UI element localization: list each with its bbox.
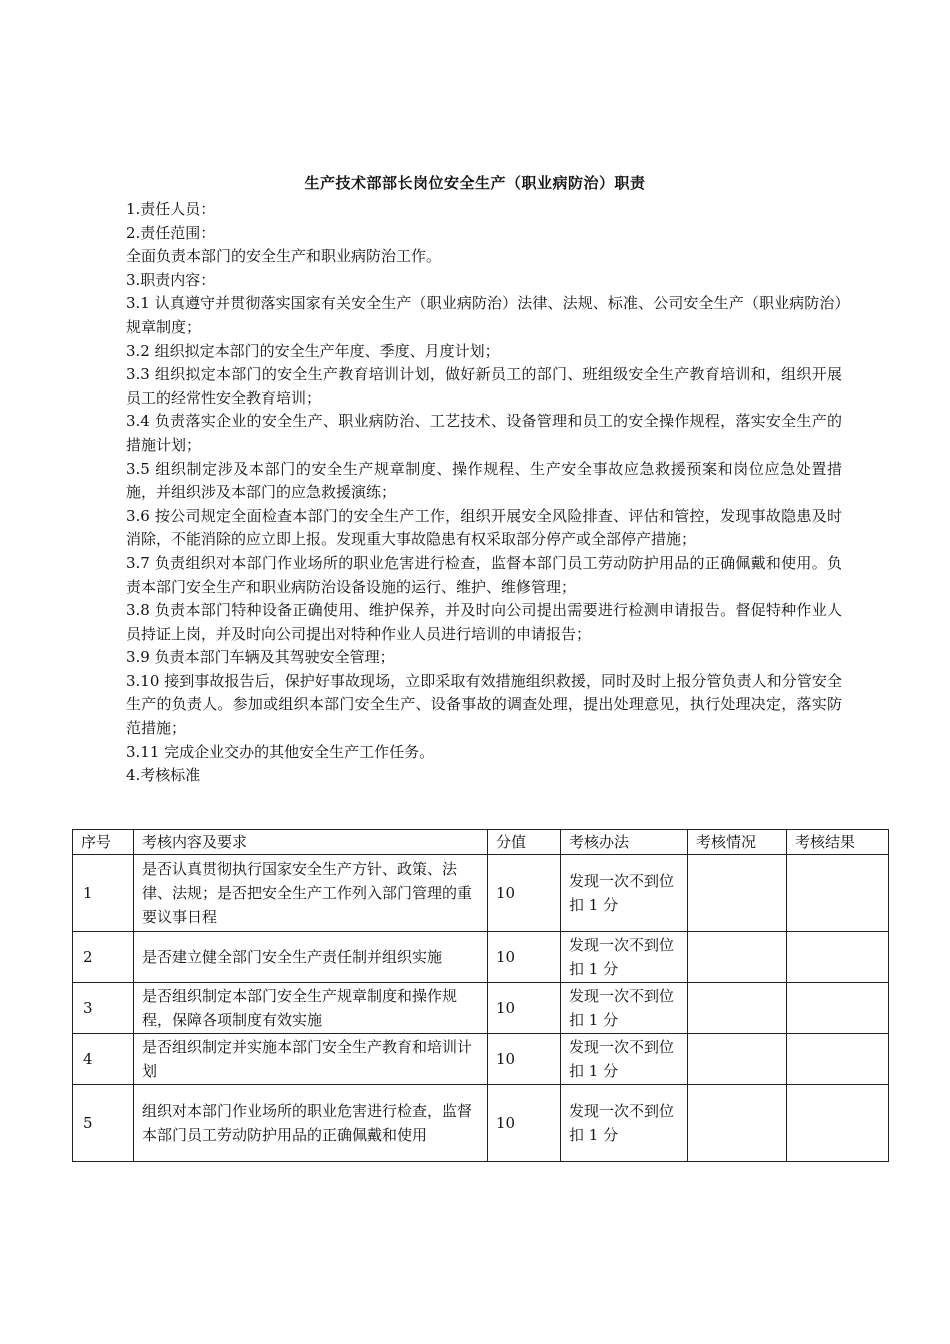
row-serial-no: 3 [73, 983, 134, 1034]
document-title: 生产技术部部长岗位安全生产（职业病防治）职责 [304, 174, 646, 192]
header-result: 考核结果 [787, 830, 889, 855]
duty-item-3-1: 3.1 认真遵守并贯彻落实国家有关安全生产（职业病防治）法律、法规、标准、公司安全生产（职业病防治）规章制度； [126, 294, 842, 336]
header-method: 考核办法 [561, 830, 688, 855]
duty-item-3-4: 3.4 负责落实企业的安全生产、职业病防治、工艺技术、设备管理和员工的安全操作规程，落实安全生产的措施计划； [126, 412, 842, 454]
row-result [787, 932, 889, 983]
row-method: 发现一次不到位扣 1 分 [561, 1034, 688, 1085]
duty-item-3-8: 3.8 负责本部门特种设备正确使用、维护保养，并及时向公司提出需要进行检测申请报告。督促特种作业人员持证上岗，并及时向公司提出对特种作业人员进行培训的申请报告； [126, 601, 842, 643]
document-body [126, 198, 842, 788]
row-serial-no: 1 [73, 855, 134, 932]
table-row [73, 1085, 889, 1162]
row-status [688, 932, 787, 983]
row-result [787, 1085, 889, 1162]
table-row [73, 1034, 889, 1085]
row-status [688, 1034, 787, 1085]
table-row [73, 855, 889, 932]
row-method: 发现一次不到位扣 1 分 [561, 855, 688, 932]
duty-item-3-11: 3.11 完成企业交办的其他安全生产工作任务。 [126, 742, 435, 761]
row-result [787, 855, 889, 932]
row-method: 发现一次不到位扣 1 分 [561, 1085, 688, 1162]
header-score: 分值 [488, 830, 561, 855]
row-status [688, 983, 787, 1034]
row-content: 是否组织制定并实施本部门安全生产教育和培训计划 [134, 1034, 488, 1085]
row-score: 10 [488, 983, 561, 1034]
assessment-table [72, 829, 889, 1162]
row-status [688, 855, 787, 932]
row-content: 是否认真贯彻执行国家安全生产方针、政策、法律、法规；是否把安全生产工作列入部门管理的重要议事日程 [134, 855, 488, 932]
row-serial-no: 2 [73, 932, 134, 983]
row-content: 是否组织制定本部门安全生产规章制度和操作规程，保障各项制度有效实施 [134, 983, 488, 1034]
row-method: 发现一次不到位扣 1 分 [561, 932, 688, 983]
row-score: 10 [488, 1034, 561, 1085]
table-header-row [73, 830, 889, 855]
header-status: 考核情况 [688, 830, 787, 855]
duty-item-3-3: 3.3 组织拟定本部门的安全生产教育培训计划，做好新员工的部门、班组级安全生产教育培训和，组织开展员工的经常性安全教育培训； [126, 365, 842, 407]
row-status [688, 1085, 787, 1162]
duty-item-3-10: 3.10 接到事故报告后，保护好事故现场，立即采取有效措施组织救援，同时及时上报分管负责人和分管安全生产的负责人。参加或组织本部门安全生产、设备事故的调查处理，提出处理意见，执行处理决定，落实防范措施； [126, 671, 842, 738]
row-serial-no: 4 [73, 1034, 134, 1085]
duty-item-3-6: 3.6 按公司规定全面检查本部门的安全生产工作，组织开展安全风险排查、评估和管控，发现事故隐患及时消除，不能消除的应立即上报。发现重大事故隐患有权采取部分停产或全部停产措施； [126, 506, 842, 549]
row-score: 10 [488, 1085, 561, 1162]
row-result [787, 983, 889, 1034]
section-responsible-persons: 1.责任人员： [126, 200, 216, 218]
section-assessment-standard: 4.考核标准 [126, 766, 201, 785]
row-content: 是否建立健全部门安全生产责任制并组织实施 [134, 932, 488, 983]
row-result [787, 1034, 889, 1085]
row-content: 组织对本部门作业场所的职业危害进行检查，监督本部门员工劳动防护用品的正确佩戴和使用 [134, 1085, 488, 1162]
section-responsibility-scope: 2.责任范围： [126, 223, 216, 242]
duty-item-3-5: 3.5 组织制定涉及本部门的安全生产规章制度、操作规程、生产安全事故应急救援预案和岗位应急处置措施，并组织涉及本部门的应急救援演练； [126, 459, 842, 502]
header-serial-no: 序号 [73, 830, 134, 855]
row-serial-no: 5 [73, 1085, 134, 1162]
header-content: 考核内容及要求 [134, 830, 488, 855]
row-method: 发现一次不到位扣 1 分 [561, 983, 688, 1034]
duty-item-3-2: 3.2 组织拟定本部门的安全生产年度、季度、月度计划； [126, 341, 500, 360]
section-duties: 3.职责内容： [126, 270, 216, 289]
table-row [73, 983, 889, 1034]
table-row [73, 932, 889, 983]
scope-description: 全面负责本部门的安全生产和职业病防治工作。 [126, 247, 442, 266]
duty-item-3-9: 3.9 负责本部门车辆及其驾驶安全管理； [126, 648, 395, 667]
duty-item-3-7: 3.7 负责组织对本部门作业场所的职业危害进行检查，监督本部门员工劳动防护用品的正确佩戴和使用。负责本部门安全生产和职业病防治设备设施的运行、维护、维修管理； [126, 553, 842, 596]
row-score: 10 [488, 932, 561, 983]
row-score: 10 [488, 855, 561, 932]
